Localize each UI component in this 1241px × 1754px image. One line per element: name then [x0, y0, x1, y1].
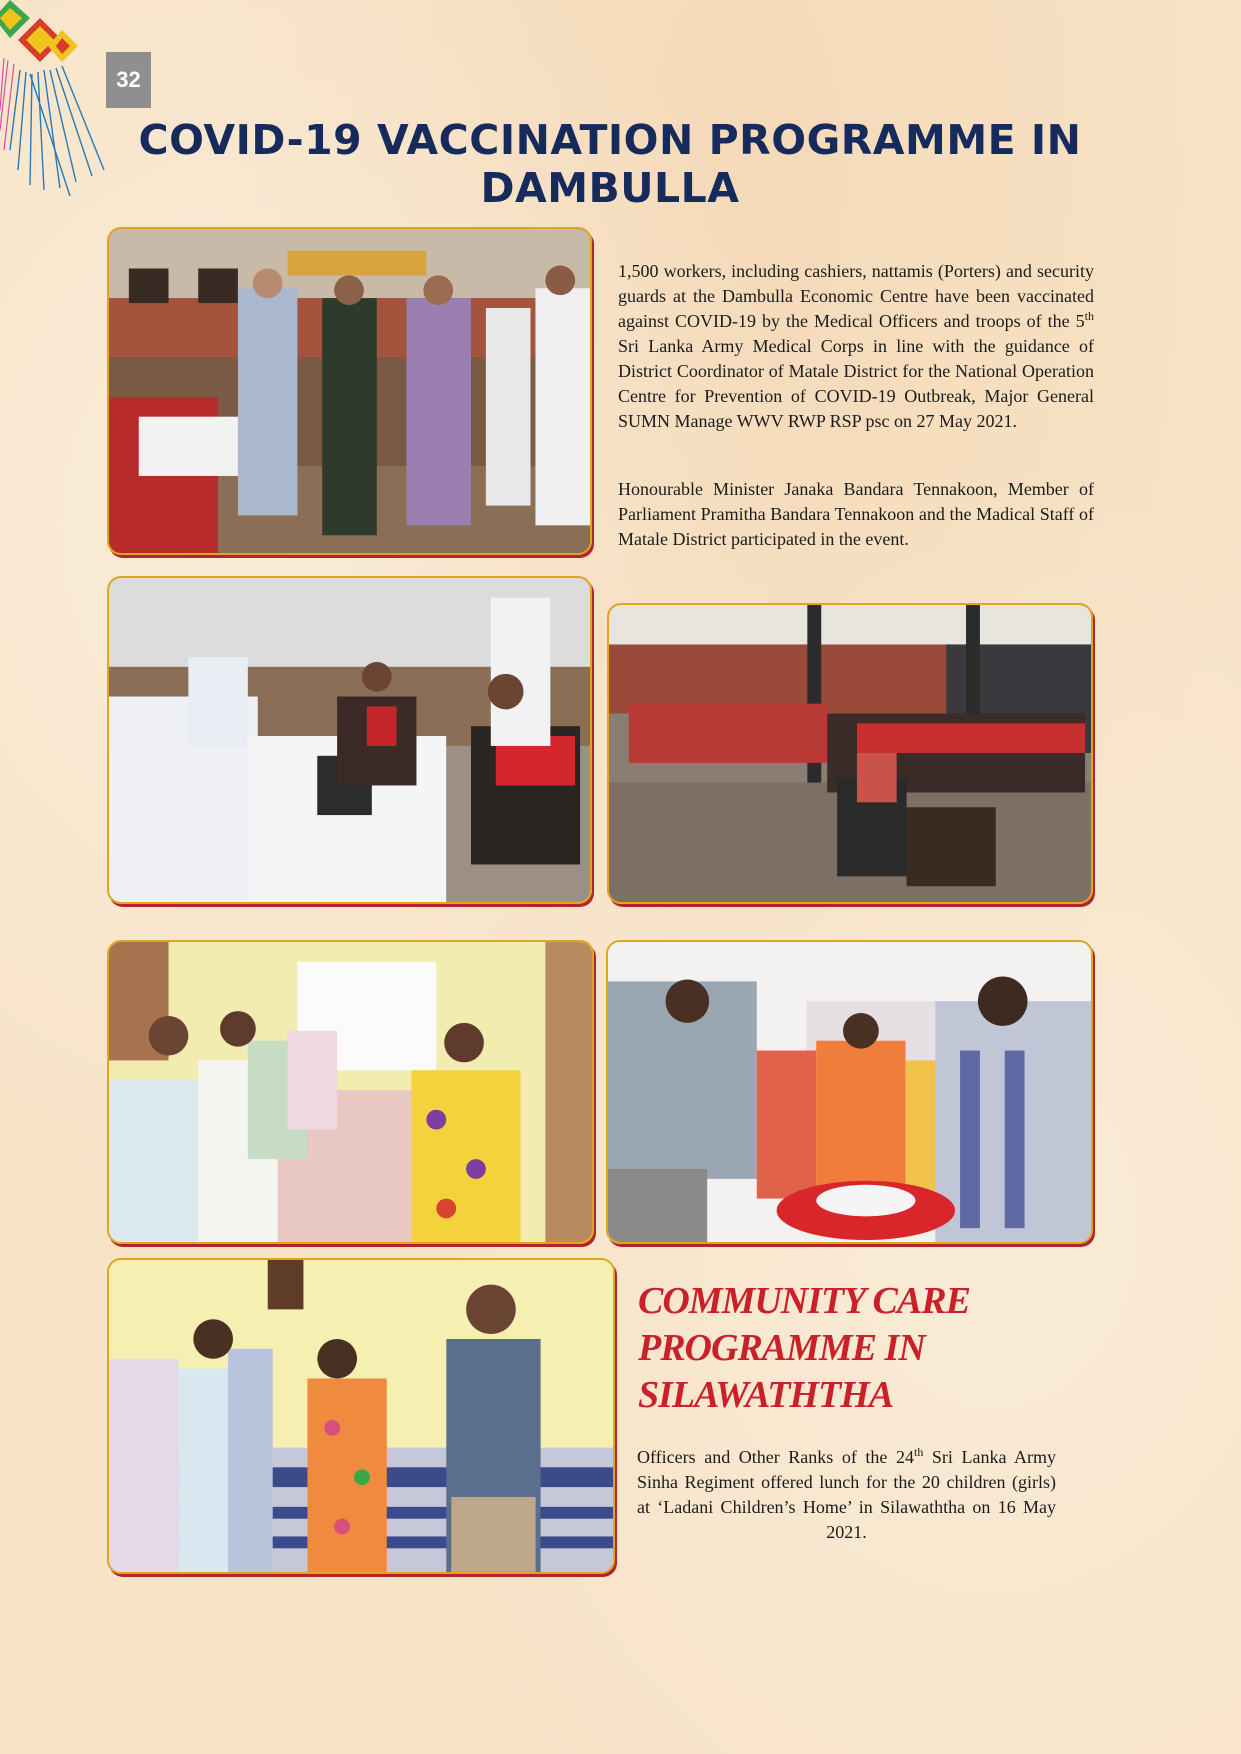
article-paragraph-1 [618, 259, 1094, 434]
paragraph-1-text-a: 1,500 workers, including cashiers, nattamis (Porters) and security guards at the Dambulla Economic Centre have been vaccinated against COVID-19 by the Medical Officers and troops of the 5 [618, 261, 1094, 331]
article-paragraph-2: Honourable Minister Janaka Bandara Tennakoon, Member of Parliament Pramitha Bandara Tennakoon and the Madical Staff of Matale District participated in the event. [618, 479, 1094, 549]
article-title: COVID-19 VACCINATION PROGRAMME IN DAMBULLA [138, 116, 1082, 212]
photo-officials-visit [107, 227, 592, 555]
photo-registration-desk [107, 576, 592, 904]
ordinal-suffix: th [913, 1445, 924, 1459]
photo-workers-waiting [607, 603, 1093, 904]
article-2-text-b: Sri Lanka Army Sinha Regiment offered lunch for the 20 children (girls) at ‘Ladani Children’s Home’ in Silawaththa on 16 May 2021. [637, 1447, 1056, 1542]
page-number: 32 [106, 52, 151, 108]
article-2-paragraph [637, 1445, 1056, 1545]
photo-girls-queue [107, 940, 594, 1244]
section-title: COMMUNITY CARE PROGRAMME IN SILAWATHTHA [638, 1280, 970, 1416]
ordinal-suffix: th [1084, 309, 1094, 323]
photo-serving-meal [606, 940, 1093, 1244]
lantern-decoration [0, 0, 120, 205]
paragraph-1-text-b: Sri Lanka Army Medical Corps in line with the guidance of District Coordinator of Matale District for the National Operation Centre for Prevention of COVID-19 Outbreak, Major General SUMN Manage WWV RWP RSP psc on 27 May 2021. [618, 336, 1094, 431]
photo-girl-receiving-meal [107, 1258, 615, 1574]
article-2-text-a: Officers and Other Ranks of the 24 [637, 1447, 914, 1467]
